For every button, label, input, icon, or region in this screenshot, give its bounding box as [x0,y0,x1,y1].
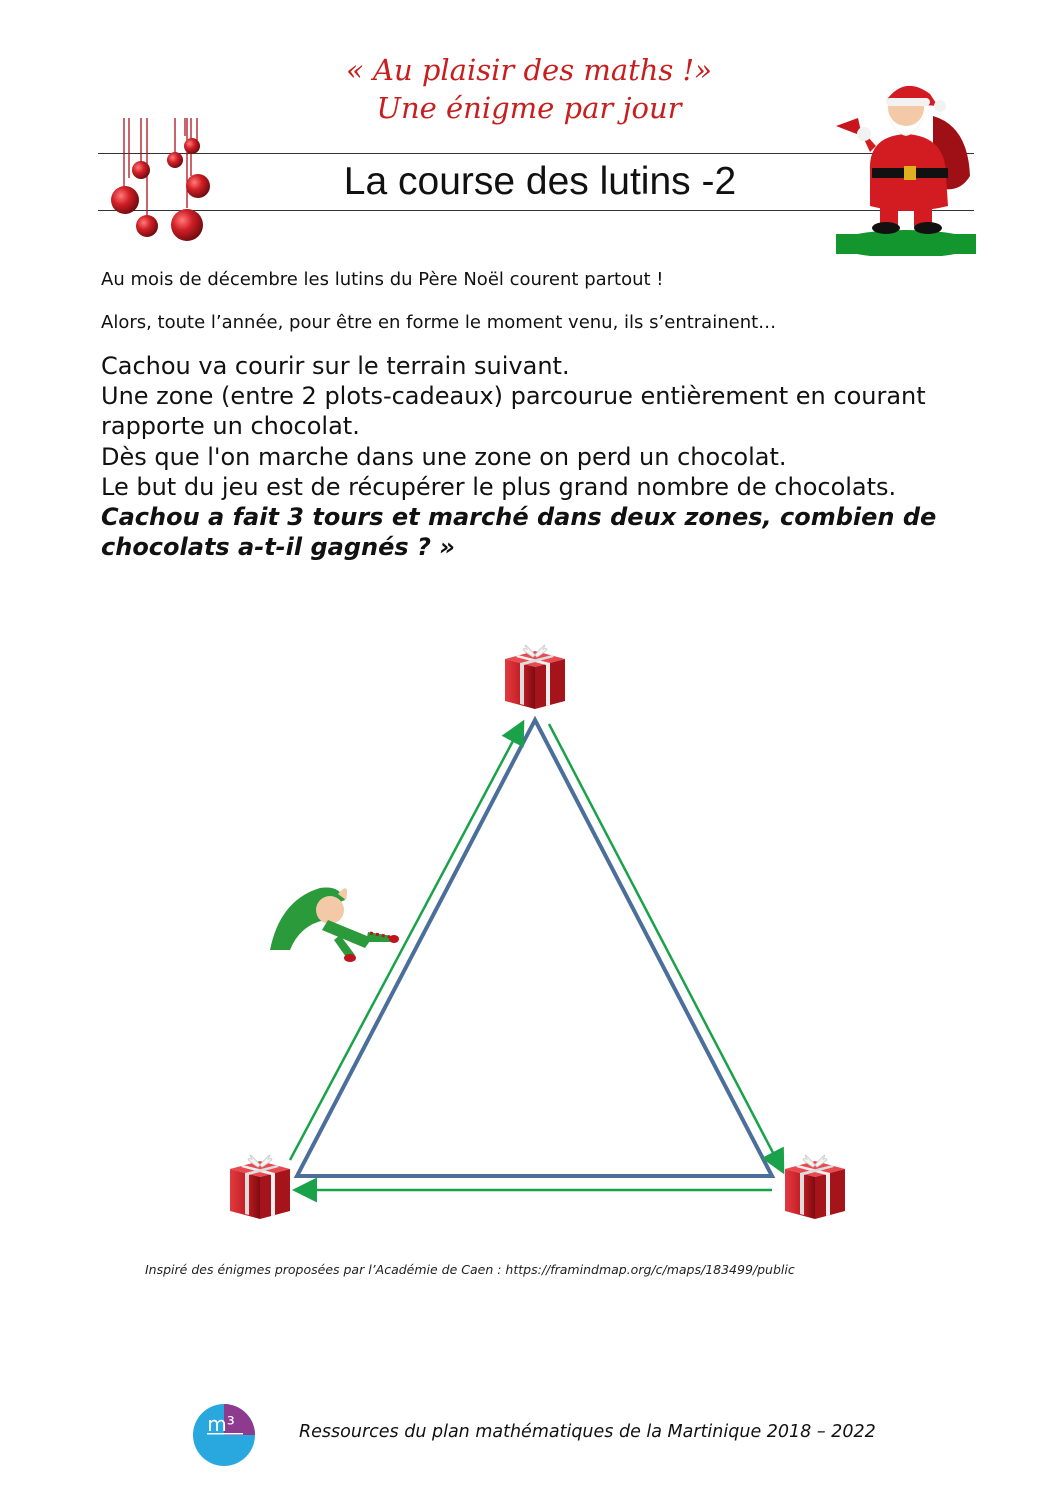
math-logo-icon [191,1403,257,1467]
direction-arrow-right [549,724,782,1170]
footer-text: Ressources du plan mathématiques de la Martinique 2018 – 2022 [299,1422,876,1442]
logo-text: m³ [207,1412,235,1436]
source-credit: Inspiré des énigmes proposées par l’Académie de Caen : https://framindmap.org/c/maps/183499/public [145,1262,795,1277]
intro-line-1: Au mois de décembre les lutins du Père Noël courent partout ! [101,269,664,290]
gift-icon [505,645,565,709]
triangle-track [297,720,772,1176]
puzzle-paragraph-4: Le but du jeu est de récupérer le plus grand nombre de chocolats. [101,472,897,501]
elf-icon [270,888,399,963]
direction-arrow-left [290,724,522,1160]
gift-icon [230,1155,290,1219]
page-title: La course des lutins -2 [343,160,737,203]
puzzle-paragraph-3: Dès que l'on marche dans une zone on perd un chocolat. [101,442,787,471]
gift-icon [785,1155,845,1219]
puzzle-question: Cachou a fait 3 tours et marché dans deux zones, combien de chocolats a-t-il gagnés ? » [101,503,937,562]
puzzle-paragraph-1: Cachou va courir sur le terrain suivant. [101,352,570,380]
series-title-line2: Une énigme par jour [376,91,682,125]
series-title-line1: « Au plaisir des maths !» [346,53,712,87]
intro-line-2: Alors, toute l’année, pour être en forme le moment venu, ils s’entrainent… [101,312,777,333]
puzzle-paragraph-2: Une zone (entre 2 plots-cadeaux) parcourue entièrement en courant rapporte un chocolat. [101,382,926,441]
